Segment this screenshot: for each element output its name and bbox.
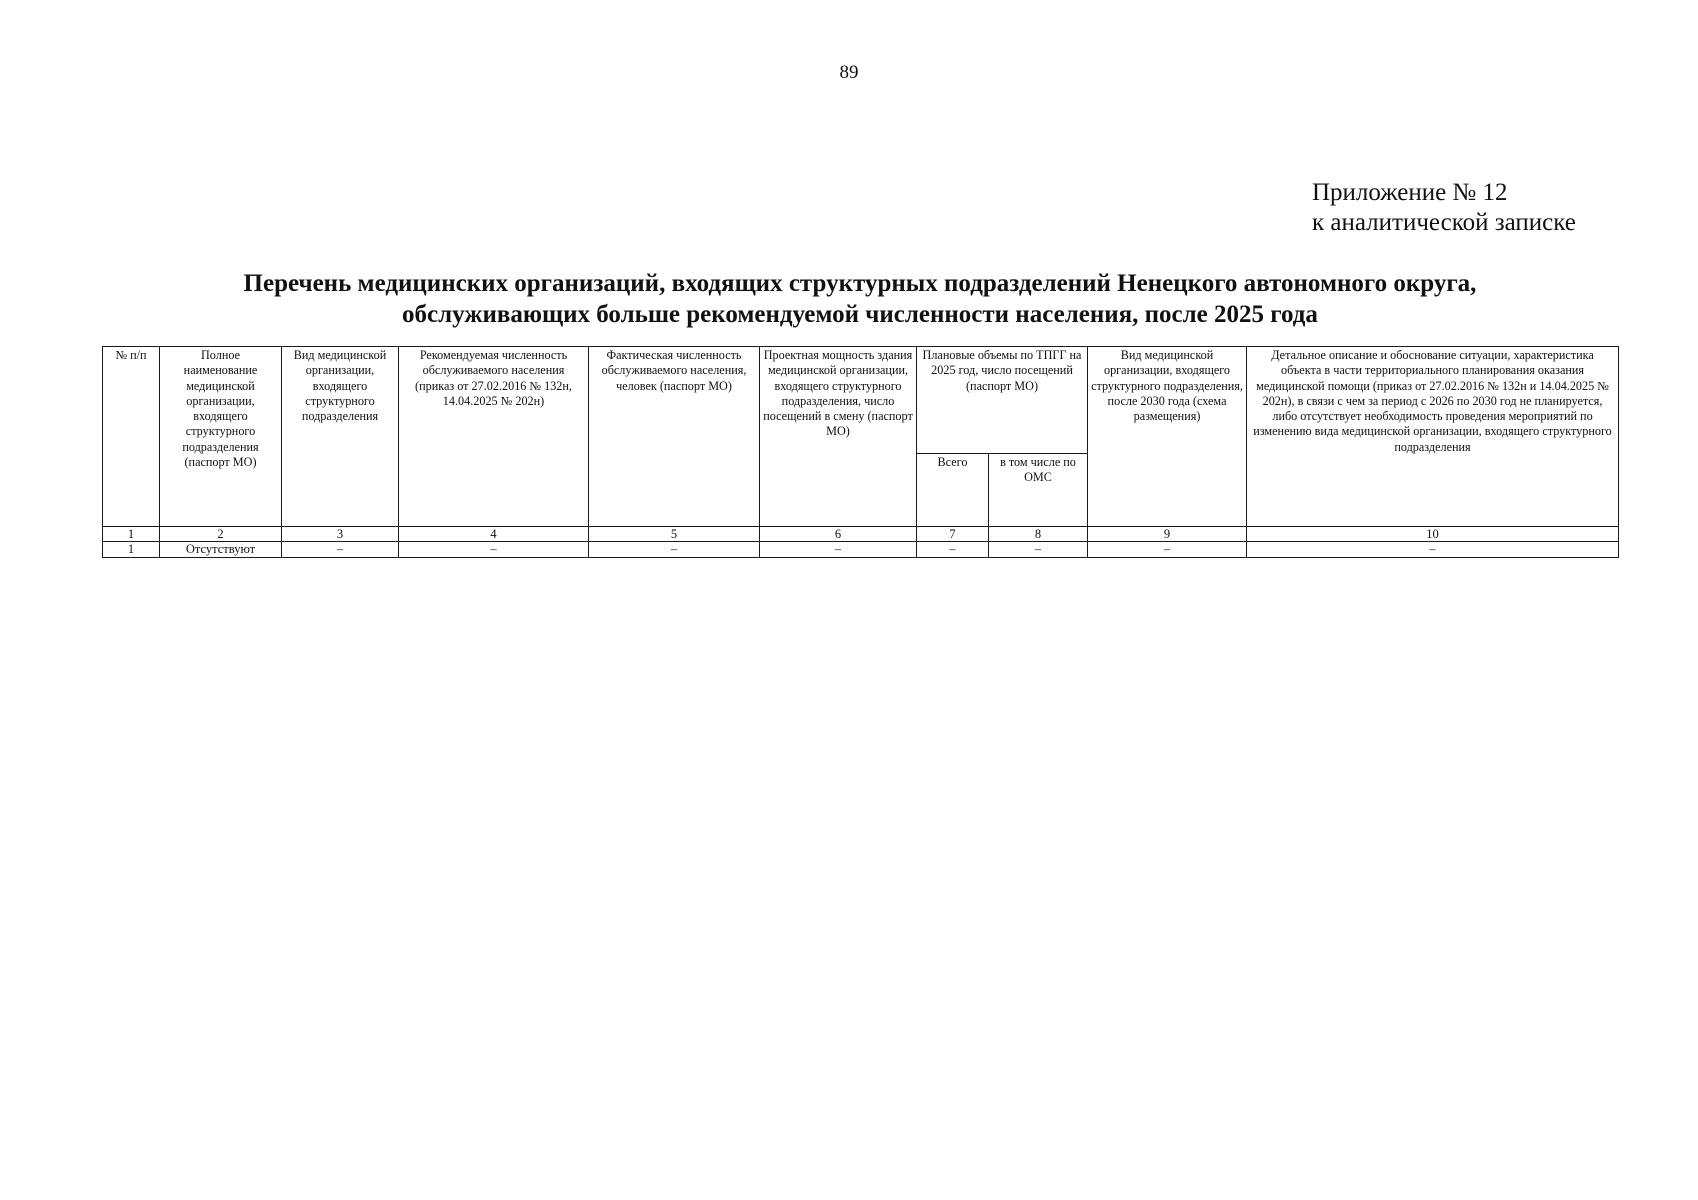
cell-full-name: Отсутствуют	[160, 542, 282, 558]
organizations-table	[102, 346, 1619, 558]
cell-design-capacity: –	[760, 542, 917, 558]
header-recommended-population: Рекомендуемая численность обслуживаемого населения (приказ от 27.02.2016 № 132н, 14.04.2025 № 202н)	[399, 347, 589, 527]
column-number: 7	[917, 527, 989, 542]
column-number: 10	[1247, 527, 1619, 542]
cell-detailed-description: –	[1247, 542, 1619, 558]
header-full-name: Полное наименование медицинской организации, входящего структурного подразделения (паспорт МО)	[160, 347, 282, 527]
column-number: 1	[103, 527, 160, 542]
document-title	[100, 268, 1620, 330]
column-number: 9	[1088, 527, 1247, 542]
header-number: № п/п	[103, 347, 160, 527]
column-number: 3	[282, 527, 399, 542]
document-title-line-2: обслуживающих больше рекомендуемой численности населения, после 2025 года	[402, 301, 1318, 328]
table-header-row	[103, 347, 1619, 454]
header-detailed-description: Детальное описание и обоснование ситуации, характеристика объекта в части территориального планирования оказания медицинской помощи (приказ от 27.02.2016 № 132н и 14.04.2025 № 202н), в связи с чем за период с 2026 по 2030 год не планируется, либо отсутствует необходимость проведения мероприятий по изменению вида медицинской организации, входящего структурного подразделения	[1247, 347, 1619, 527]
column-number: 6	[760, 527, 917, 542]
column-numbers-row	[103, 527, 1619, 542]
header-org-type: Вид медицинской организации, входящего структурного подразделения	[282, 347, 399, 527]
cell-actual-population: –	[589, 542, 760, 558]
header-planned-volumes: Плановые объемы по ТПГГ на 2025 год, число посещений (паспорт МО)	[917, 347, 1088, 454]
page-number: 89	[839, 62, 859, 83]
header-design-capacity: Проектная мощность здания медицинской организации, входящего структурного подразделения, число посещений в смену (паспорт МО)	[760, 347, 917, 527]
document-title-line-1: Перечень медицинских организаций, входящих структурных подразделений Ненецкого автономного округа,	[243, 270, 1477, 297]
column-number: 2	[160, 527, 282, 542]
header-including-oms: в том числе по ОМС	[989, 454, 1088, 527]
appendix-line-2: к аналитической записке	[1312, 209, 1576, 236]
column-number: 8	[989, 527, 1088, 542]
cell-org-type: –	[282, 542, 399, 558]
cell-total: –	[917, 542, 989, 558]
column-number: 5	[589, 527, 760, 542]
appendix-note	[1312, 178, 1576, 238]
table-row	[103, 542, 1619, 558]
header-total: Всего	[917, 454, 989, 527]
header-actual-population: Фактическая численность обслуживаемого населения, человек (паспорт МО)	[589, 347, 760, 527]
cell-number: 1	[103, 542, 160, 558]
cell-including-oms: –	[989, 542, 1088, 558]
cell-type-after-2030: –	[1088, 542, 1247, 558]
appendix-line-1: Приложение № 12	[1312, 179, 1508, 206]
cell-recommended-population: –	[399, 542, 589, 558]
column-number: 4	[399, 527, 589, 542]
header-type-after-2030: Вид медицинской организации, входящего структурного подразделения, после 2030 года (схема размещения)	[1088, 347, 1247, 527]
